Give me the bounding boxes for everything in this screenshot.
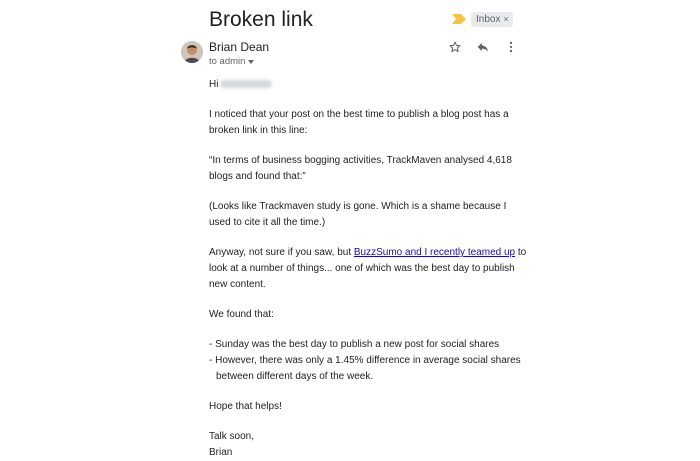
sender-name[interactable]: Brian Dean — [209, 40, 270, 54]
more-options-button[interactable] — [502, 38, 520, 56]
paragraph-findings: We found that: — [209, 309, 274, 320]
finding-sunday: - Sunday was the best day to publish a new post for social shares — [209, 339, 500, 350]
buzzsumo-link[interactable]: BuzzSumo and I recently teamed up — [353, 247, 516, 258]
remove-label-button[interactable]: × — [503, 13, 509, 24]
avatar-photo-icon — [181, 41, 203, 63]
inbox-label-text: Inbox — [476, 13, 501, 25]
paragraph-broken-link: I noticed that your post on the best time to publish a blog post has a broken link in this line: — [209, 109, 509, 136]
greeting: Hi — [209, 79, 219, 90]
reply-button[interactable] — [474, 38, 492, 56]
redacted-names — [220, 80, 272, 88]
recipient-text: to admin — [209, 56, 246, 67]
message-actions — [446, 38, 520, 56]
findings-list — [209, 337, 529, 385]
star-button[interactable] — [446, 38, 464, 56]
buzzsumo-text-after: to look at a number of things... one of which was the best day to publish new content. — [209, 247, 527, 290]
reply-icon — [476, 40, 490, 54]
recipient-line[interactable] — [209, 56, 254, 67]
sender-avatar[interactable] — [181, 41, 203, 63]
chevron-down-icon[interactable] — [248, 60, 254, 64]
importance-marker-icon[interactable] — [452, 14, 466, 24]
greeting-line — [209, 77, 529, 93]
buzzsumo-text-before: Anyway, not sure if you saw, but — [209, 247, 354, 258]
paragraph-hope: Hope that helps! — [209, 401, 282, 412]
finding-difference-cont: between different days of the week. — [216, 371, 374, 382]
signoff: Talk soon, — [209, 431, 255, 442]
star-icon — [448, 40, 462, 54]
email-subject: Broken link — [209, 8, 313, 31]
more-vert-icon — [504, 40, 518, 54]
paragraph-trackmaven: (Looks like Trackmaven study is gone. Which is a shame because I used to cite it all the time.) — [209, 201, 507, 228]
signature: Brian — [209, 447, 233, 458]
label-area — [452, 11, 513, 27]
inbox-label-chip[interactable] — [471, 12, 513, 27]
finding-difference: - However, there was only a 1.45% difference in average social shares — [209, 355, 521, 366]
quoted-line: “In terms of business bogging activities, TrackMaven analysed 4,618 blogs and found that:” — [209, 155, 512, 182]
paragraph-buzzsumo — [209, 245, 529, 293]
email-body — [209, 77, 529, 461]
